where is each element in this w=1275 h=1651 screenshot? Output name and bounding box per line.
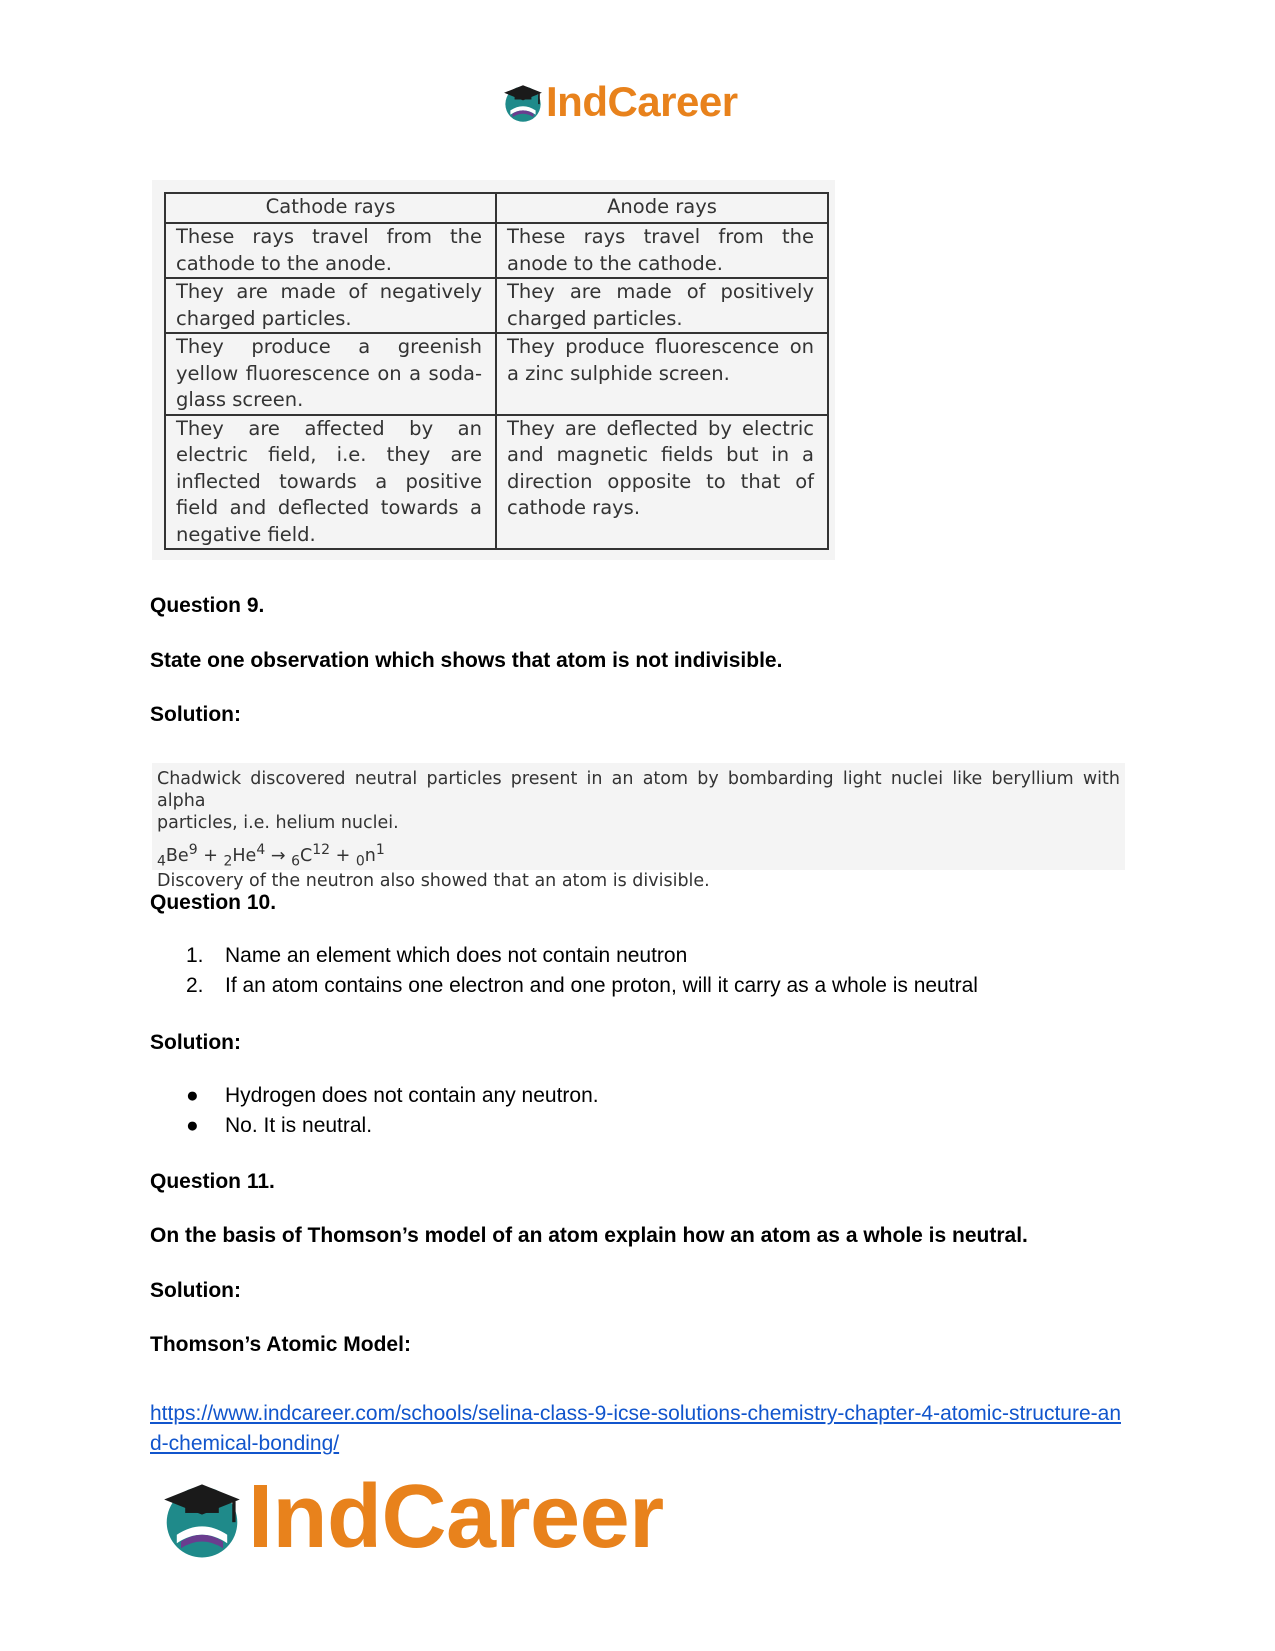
question-10-answers — [150, 1081, 599, 1141]
rays-comparison-image — [152, 180, 835, 560]
nuclear-equation — [157, 839, 1120, 872]
table-cell: These rays travel from the anode to the cathode. — [496, 223, 828, 278]
table-cell: They produce a greenish yellow fluorescence on a soda-glass screen. — [165, 333, 496, 415]
table-header-cell: Anode rays — [496, 193, 828, 223]
question-10-solution-label: Solution: — [150, 1031, 241, 1054]
solution-line: particles, i.e. helium nuclei. — [157, 813, 399, 833]
question-9-solution-label: Solution: — [150, 703, 241, 726]
indcareer-logo-bottom — [160, 1466, 664, 1569]
equation-subscript: 4 — [157, 853, 166, 870]
equation-symbol: C — [299, 845, 313, 866]
graduation-cap-globe-icon — [160, 1476, 244, 1560]
equation-superscript: 12 — [312, 842, 331, 858]
list-item-text: No. It is neutral. — [225, 1114, 373, 1137]
table-cell: They are made of positively charged particles. — [496, 278, 828, 333]
list-number: 1. — [186, 944, 204, 967]
footer-url-link[interactable]: https://www.indcareer.com/schools/selina-class-9-icse-solutions-chemistry-chapter-4-atomic-structure-and-chemical-bonding/ — [150, 1402, 1121, 1455]
question-10-list — [150, 941, 978, 1001]
table-row — [165, 278, 828, 333]
equation-superscript: 9 — [188, 842, 198, 858]
equation-subscript: 0 — [355, 853, 365, 870]
logo-text: IndCareer — [546, 78, 738, 125]
list-item-text: If an atom contains one electron and one proton, will it carry as a whole is neutral — [225, 974, 978, 997]
table-cell: These rays travel from the cathode to the anode. — [165, 223, 496, 278]
question-11-label: Question 11. — [150, 1170, 275, 1193]
question-10-label: Question 10. — [150, 891, 277, 914]
list-item — [150, 941, 978, 971]
table-header-row — [165, 193, 828, 223]
question-9-label: Question 9. — [150, 594, 265, 617]
equation-symbol: Be — [165, 845, 189, 866]
table-cell: They produce fluorescence on a zinc sulphide screen. — [496, 333, 828, 415]
table-cell: They are affected by an electric field, i.e. they are inflected towards a positive field and deflected towards a negative field. — [165, 415, 496, 550]
table-row — [165, 415, 828, 550]
equation-superscript: 1 — [375, 842, 385, 858]
question-11-text: On the basis of Thomson’s model of an atom explain how an atom as a whole is neutral. — [150, 1224, 1028, 1247]
equation-operator: + — [335, 845, 351, 866]
list-number: 2. — [186, 974, 204, 997]
bullet-icon: ● — [186, 1084, 199, 1107]
bullet-icon: ● — [186, 1114, 199, 1137]
table-row — [165, 223, 828, 278]
equation-symbol: n — [364, 845, 376, 866]
indcareer-logo-top — [502, 78, 738, 126]
equation-arrow: → — [270, 845, 286, 866]
list-item — [150, 1111, 599, 1141]
equation-operator: + — [203, 845, 218, 866]
table-row — [165, 333, 828, 415]
solution-line: Chadwick discovered neutral particles present in an atom by bombarding light nuclei like beryllium with alpha — [157, 769, 1120, 811]
solution-line: Discovery of the neutron also showed that an atom is divisible. — [157, 871, 710, 892]
rays-comparison-table — [164, 192, 829, 550]
equation-symbol: He — [232, 845, 257, 866]
question-11-solution-label: Solution: — [150, 1279, 241, 1302]
equation-subscript: 6 — [291, 853, 300, 870]
table-cell: They are deflected by electric and magnetic fields but in a direction opposite to that of cathode rays. — [496, 415, 828, 550]
equation-superscript: 4 — [256, 842, 266, 858]
list-item-text: Name an element which does not contain neutron — [225, 944, 688, 967]
thomson-model-heading: Thomson’s Atomic Model: — [150, 1333, 411, 1356]
question-9-text: State one observation which shows that atom is not indivisible. — [150, 649, 783, 672]
graduation-cap-globe-icon — [502, 81, 544, 123]
list-item — [150, 1081, 599, 1111]
equation-subscript: 2 — [223, 853, 233, 870]
table-cell: They are made of negatively charged particles. — [165, 278, 496, 333]
logo-text: IndCareer — [248, 1467, 664, 1567]
list-item-text: Hydrogen does not contain any neutron. — [225, 1084, 599, 1107]
list-item — [150, 971, 978, 1001]
question-9-solution-image — [152, 763, 1125, 892]
table-header-cell: Cathode rays — [165, 193, 496, 223]
